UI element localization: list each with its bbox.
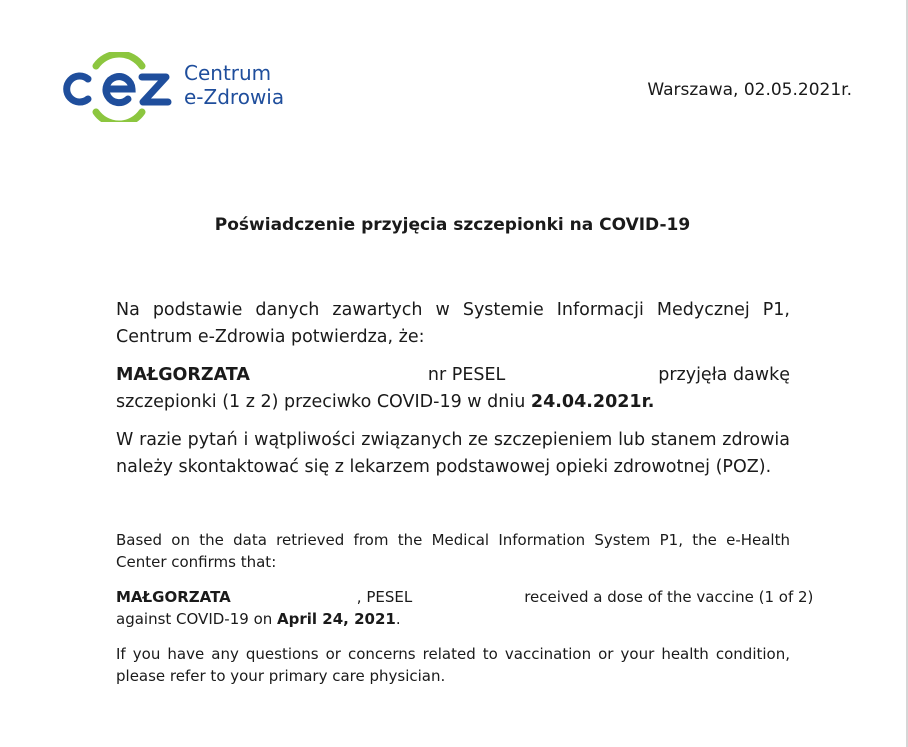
pl-paragraph-2 <box>116 362 790 416</box>
pl-paragraph-2-line-1 <box>116 362 790 389</box>
pl-patient-name: MAŁGORZATA <box>116 365 250 385</box>
pl-paragraph-1: Na podstawie danych zawartych w Systemie Informacji Medycznej P1, Centrum e-Zdrowia potwierdza, że: <box>116 300 790 347</box>
pl-received-dose: przyjęła dawkę <box>658 365 790 385</box>
document-date: Warszawa, 02.05.2021r. <box>647 80 852 100</box>
en-received-dose: received a dose of the vaccine (1 of 2) <box>524 588 814 606</box>
cez-icon <box>62 52 177 122</box>
en-period: . <box>395 610 401 628</box>
en-vaccination-date: April 24, 2021 <box>277 610 396 628</box>
pl-dose-text: szczepionki (1 z 2) przeciwko COVID-19 w dniu <box>116 392 526 412</box>
pl-vaccination-date: 24.04.2021r. <box>530 392 655 412</box>
en-paragraph-3: If you have any questions or concerns related to vaccination or your health condition, please refer to your primary care physician. <box>116 645 790 685</box>
logo-wordmark <box>184 61 284 109</box>
logo-line-1: Centrum <box>184 61 272 85</box>
en-paragraph-1: Based on the data retrieved from the Medical Information System P1, the e-Health Center confirms that: <box>116 531 790 571</box>
en-paragraph-2-line-2 <box>116 608 790 630</box>
pl-pesel-label: nr PESEL <box>427 365 506 385</box>
cez-logo <box>62 52 312 122</box>
en-paragraph-2-line-1 <box>116 586 814 608</box>
pl-paragraph-2-line-2 <box>116 389 790 416</box>
logo-line-2: e-Zdrowia <box>184 85 285 109</box>
pl-paragraph-3: W razie pytań i wątpliwości związanych ze szczepieniem lub stanem zdrowia należy skontaktować się z lekarzem podstawowej opieki zdrowotnej (POZ). <box>116 430 790 477</box>
document-title: Poświadczenie przyjęcia szczepionki na COVID-19 <box>214 215 691 235</box>
en-patient-name: MAŁGORZATA <box>116 588 231 606</box>
en-against-text: against COVID-19 on <box>116 610 273 628</box>
en-pesel-label: , PESEL <box>356 588 413 606</box>
en-paragraph-2 <box>116 586 814 630</box>
